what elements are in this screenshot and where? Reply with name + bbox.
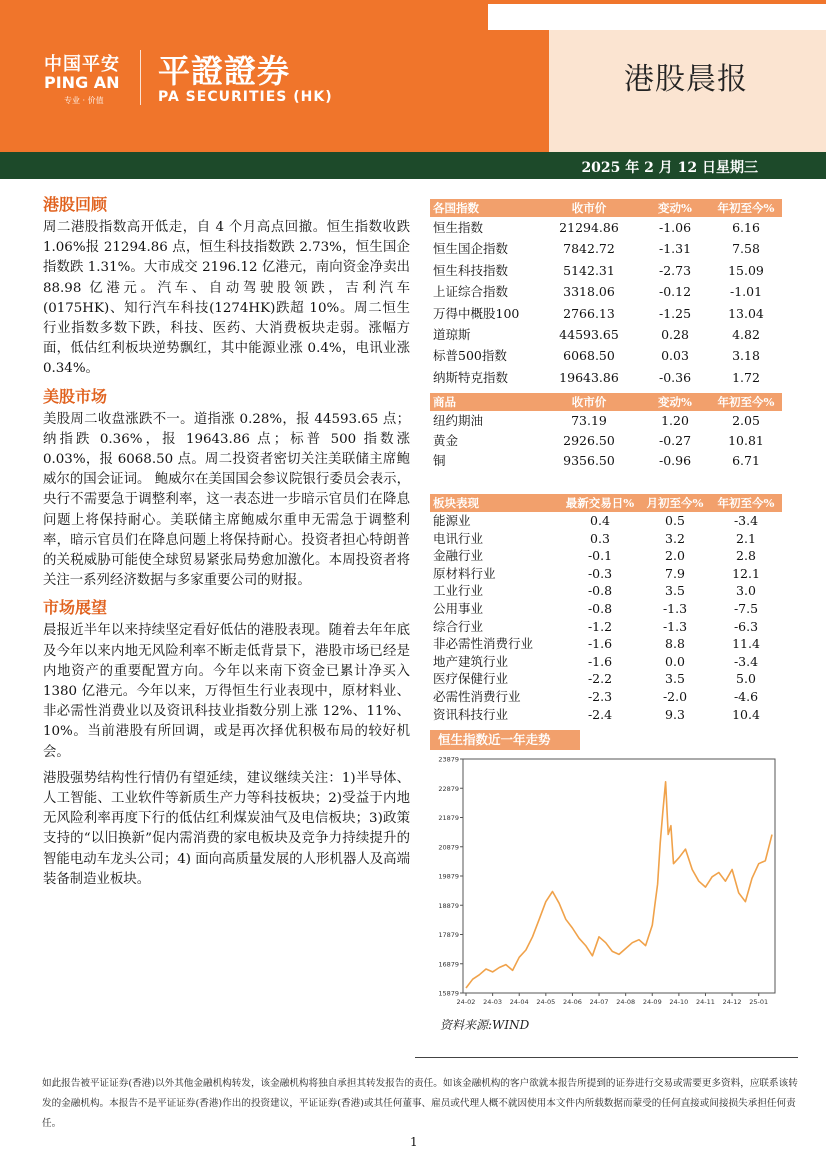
table-cell: 10.4 — [732, 706, 760, 722]
section-paragraph: 美股周二收盘涨跌不一。道指涨 0.28%，报 44593.65 点；纳指跌 0.36%，报 19643.86 点；标普 500 指数涨 0.03%，报 6068.50 点。周二投资者密切关注美联储主席鲍威尔的国会证词。 鲍威尔在美国国会参议院银行委员会表示，央行不需要急于调整利率，这一表态进一步暗示官员们在降息问题上将保持耐心。美联储主席鲍威尔重申无需急于调整利率，暗示官员们在降息问题上将保持耐心。投资者担心特朗普的关税威胁可能使全球贸易紧张局势愈加激化。本周投资者将关注一系列经济数据与多家重要公司的财报。 — [43, 411, 410, 589]
table-cell: 7842.72 — [563, 241, 615, 257]
table-cell: -0.1 — [587, 548, 613, 564]
table-cell: 7.9 — [665, 565, 685, 581]
table-cell: 19643.86 — [559, 369, 619, 385]
section-paragraph: 晨报近半年以来持续坚定看好低估的港股表现。随着去年年底及今年以来内地无风险利率不断走低背景下，港股市场已经是内地资产的重要配置方向。今年以来南下资金已累计净买入 1380 亿港元。今年以来，万得恒生行业表现中，原材料业、非必需性消费业以及资讯科技业指数分别上涨 12%、11%、10%。当前港股有所回调，或是再次择优积极布局的较好机会。 — [43, 623, 410, 760]
x-tick-label: 24-09 — [642, 998, 662, 1006]
table-cell: 地产建筑行业 — [433, 653, 509, 669]
header-cell: 板块表现 — [433, 496, 479, 510]
header-white-strip — [488, 4, 826, 30]
y-tick-label: 21879 — [438, 814, 459, 822]
table-cell: -2.0 — [662, 688, 688, 704]
table-row — [430, 238, 782, 259]
table-row — [430, 324, 782, 345]
header-cell: 各国指数 — [433, 201, 479, 215]
table-cell: -1.31 — [658, 241, 692, 257]
table-cell: 6.71 — [732, 453, 760, 468]
table-cell: 2.8 — [736, 548, 756, 564]
table-row — [430, 451, 782, 471]
table-cell: -2.3 — [587, 688, 613, 704]
table-row — [430, 512, 782, 530]
header-cell: 年初至今% — [717, 201, 775, 215]
footer-rule — [415, 1057, 798, 1058]
table-cell: 上证综合指数 — [433, 284, 509, 300]
table-cell: -0.27 — [658, 433, 692, 448]
table-cell: 0.4 — [590, 513, 610, 528]
table-row — [430, 618, 782, 636]
y-tick-label: 20879 — [438, 843, 459, 852]
section-outlook — [43, 595, 410, 890]
pa-securities-logo: 平證證券 — [158, 52, 291, 90]
table-row — [430, 345, 782, 366]
table-row — [430, 547, 782, 565]
logo-divider — [140, 50, 141, 105]
table-cell: 5.0 — [736, 671, 756, 687]
table-cell: 能源业 — [433, 513, 471, 528]
table-cell: -0.96 — [658, 453, 692, 468]
table-row — [430, 260, 782, 281]
table-cell: -6.3 — [733, 618, 759, 634]
table-cell: 8.8 — [665, 636, 685, 652]
table-row — [430, 565, 782, 583]
table-cell: 1.72 — [732, 369, 760, 385]
table-cell: 44593.65 — [559, 326, 619, 342]
chart-source: 资料来源:WIND — [440, 1018, 530, 1032]
table-cell: 21294.86 — [559, 220, 619, 235]
table-cell: 15.09 — [728, 262, 764, 278]
table-cell: 0.0 — [665, 653, 685, 669]
table-cell: 综合行业 — [433, 618, 484, 634]
table-cell: 11.4 — [732, 636, 760, 652]
table-row — [430, 431, 782, 451]
table-cell: 黄金 — [433, 433, 459, 448]
table-cell: 0.28 — [661, 326, 689, 342]
table-cell: 3.2 — [665, 530, 685, 546]
section-us-market — [43, 384, 410, 592]
table-cell: -1.06 — [658, 220, 692, 235]
table-row — [430, 217, 782, 238]
y-tick-label: 22879 — [438, 784, 459, 793]
header-cell: 年初至今% — [717, 395, 775, 409]
table-row — [430, 530, 782, 548]
y-tick-label: 17879 — [438, 931, 459, 939]
table-cell: -1.6 — [587, 636, 613, 652]
table-cell: -1.25 — [658, 305, 692, 321]
sectors-table — [430, 494, 782, 723]
table-cell: 标普500指数 — [433, 348, 507, 364]
table-cell: 必需性消费行业 — [433, 688, 521, 704]
x-tick-label: 24-06 — [562, 998, 582, 1006]
table-cell: 2766.13 — [563, 305, 615, 321]
table-cell: 铜 — [433, 453, 446, 468]
table-cell: 原材料行业 — [433, 565, 496, 581]
table-cell: -0.36 — [658, 369, 692, 385]
table-cell: -0.8 — [587, 583, 613, 599]
x-tick-label: 24-03 — [483, 998, 503, 1006]
table-row — [430, 706, 782, 724]
x-tick-label: 24-11 — [696, 998, 715, 1006]
x-tick-label: 24-02 — [456, 998, 476, 1006]
table-cell: -3.4 — [733, 653, 759, 669]
table-cell: 3.18 — [732, 348, 760, 364]
header-cell: 最新交易日% — [565, 496, 635, 510]
table-cell: 5142.31 — [563, 262, 615, 278]
table-cell: 2.05 — [732, 413, 760, 428]
table-cell: 73.19 — [571, 413, 607, 428]
table-cell: 资讯科技行业 — [433, 706, 509, 722]
table-row — [430, 688, 782, 706]
table-cell: -7.5 — [733, 600, 759, 616]
table-cell: -1.2 — [587, 618, 613, 634]
page-number: 1 — [410, 1135, 418, 1149]
header-cell: 年初至今% — [717, 496, 775, 510]
x-tick-label: 24-04 — [509, 998, 529, 1006]
date-bar — [0, 152, 826, 179]
table-cell: 恒生国企指数 — [433, 241, 509, 257]
table-row — [430, 281, 782, 302]
table-cell: 3318.06 — [563, 284, 615, 300]
table-cell: 万得中概股100 — [433, 305, 520, 321]
table-row — [430, 635, 782, 653]
commodities-table — [430, 393, 782, 471]
y-tick-label: 23879 — [438, 755, 459, 764]
header-cell: 收市价 — [571, 201, 607, 215]
pingan-logo-en: PING AN — [44, 73, 120, 92]
table-cell: 纽约期油 — [433, 413, 484, 428]
table-cell: -1.6 — [587, 653, 613, 669]
pingan-logo-tag: 专业 · 价值 — [64, 96, 104, 105]
section-title: 美股市场 — [43, 386, 108, 406]
table-row — [430, 670, 782, 688]
table-cell: 12.1 — [732, 565, 760, 581]
indices-table — [430, 199, 782, 388]
table-cell: -2.2 — [587, 671, 613, 687]
table-cell: 13.04 — [728, 305, 764, 321]
table-cell: -2.73 — [658, 262, 692, 278]
table-cell: 3.5 — [665, 671, 685, 687]
table-cell: 2926.50 — [563, 433, 615, 448]
table-cell: -4.6 — [733, 688, 759, 704]
table-cell: 3.0 — [736, 583, 756, 599]
table-row — [430, 411, 782, 431]
table-header — [430, 199, 782, 217]
table-cell: 恒生科技指数 — [433, 262, 509, 278]
commentary-column — [43, 192, 410, 894]
table-cell: 恒生指数 — [433, 220, 484, 235]
header-cell: 变动% — [658, 201, 692, 215]
table-cell: 工业行业 — [433, 583, 484, 599]
table-cell: -2.4 — [587, 706, 613, 722]
table-row — [430, 582, 782, 600]
header-cell: 变动% — [658, 395, 692, 409]
header-cell: 月初至今% — [646, 496, 704, 510]
x-tick-label: 24-10 — [669, 998, 689, 1006]
table-cell: 10.81 — [728, 433, 764, 448]
table-cell: -1.01 — [729, 284, 763, 300]
table-cell: -3.4 — [733, 513, 759, 528]
table-row — [430, 303, 782, 324]
table-cell: 电讯行业 — [433, 530, 484, 546]
header-cell: 商品 — [433, 395, 456, 409]
hsi-chart-svg — [433, 755, 781, 1013]
disclaimer: 如此报告被平证证券(香港)以外其他金融机构转发，该金融机构将独自承担其转发报告的责任。如该金融机构的客户欲就本报告所提到的证券进行交易或需要更多资料，应联系该转发的金融机构。本报告不是平证证券(香港)作出的投资建议，平证证券(香港)或其任何董事、雇员或代理人概不就因使用本文件内所载数据而蒙受的任何直接或间接损失承担任何责任。 — [42, 1078, 798, 1129]
table-header — [430, 393, 782, 411]
section-hk-review — [43, 192, 410, 380]
header-cell: 收市价 — [571, 395, 607, 409]
table-cell: 金融行业 — [433, 548, 484, 564]
table-cell: 公用事业 — [433, 600, 484, 616]
table-cell: 1.20 — [661, 413, 689, 428]
table-cell: -0.8 — [587, 600, 613, 616]
table-cell: 6.16 — [732, 220, 760, 235]
x-tick-label: 24-12 — [722, 998, 742, 1006]
table-header — [430, 494, 782, 512]
y-tick-label: 16879 — [438, 960, 459, 969]
table-cell: 9356.50 — [563, 453, 615, 468]
table-cell: 7.58 — [732, 241, 760, 257]
y-tick-label: 19879 — [438, 872, 459, 881]
y-tick-label: 15879 — [438, 989, 459, 998]
chart-title: 恒生指数近一年走势 — [438, 732, 551, 747]
section-title: 市场展望 — [43, 598, 108, 618]
hsi-chart — [433, 755, 781, 1013]
table-cell: 2.0 — [665, 548, 685, 564]
pa-securities-logo-en: PA SECURITIES (HK) — [158, 89, 333, 105]
table-cell: 2.1 — [736, 530, 756, 546]
table-cell: -0.12 — [658, 284, 692, 300]
table-cell: 道琼斯 — [433, 326, 471, 342]
table-cell: -1.3 — [662, 600, 688, 616]
table-cell: 0.5 — [665, 513, 685, 528]
x-tick-label: 25-01 — [749, 998, 769, 1006]
table-row — [430, 367, 782, 388]
table-cell: 0.03 — [661, 348, 689, 364]
section-paragraph: 港股强势结构性行情仍有望延续，建议继续关注：1)半导体、人工智能、工业软件等新质生产力等科技板块；2)受益于内地无风险利率再度下行的低估红利煤炭油气及电信板块；3)政策支持的“以旧换新”促内需消费的家电板块及竞争力持续提升的智能电动车龙头公司；4) 面向高质量发展的人形机器人及高端装备制造业板块。 — [43, 770, 410, 887]
table-cell: 非必需性消费行业 — [433, 636, 534, 652]
x-tick-label: 24-07 — [589, 998, 609, 1006]
table-cell: -0.3 — [587, 565, 613, 581]
table-cell: 4.82 — [732, 326, 760, 342]
x-tick-label: 24-05 — [536, 998, 556, 1006]
report-date: 2025 年 2 月 12 日星期三 — [581, 160, 758, 176]
table-cell: 医疗保健行业 — [433, 671, 509, 687]
section-title: 港股回顾 — [43, 195, 108, 214]
section-paragraph: 周二港股指数高开低走，自 4 个月高点回撤。恒生指数收跌 1.06%报 21294.86 点，恒生科技指数跌 2.73%，恒生国企指数跌 1.31%。大市成交 2196.12 亿港元，南向资金净卖出 88.98 亿港元。汽车、自动驾驶股领跌，吉利汽车(0175HK)、知行汽车科技(1274HK)跌超 10%。周二恒生行业指数多数下跌，科技、医药、大消费板块走弱。涨幅方面，低估红利板块逆势飘红，其中能源业涨 0.4%，电讯业涨 0.34%。 — [43, 220, 410, 377]
pingan-logo-cn: 中国平安 — [44, 54, 120, 75]
x-tick-label: 24-08 — [616, 998, 636, 1006]
table-row — [430, 600, 782, 618]
table-cell: -1.3 — [662, 618, 688, 634]
table-cell: 9.3 — [665, 706, 685, 722]
table-cell: 3.5 — [665, 583, 685, 599]
table-cell: 0.3 — [590, 530, 610, 546]
table-cell: 纳斯特克指数 — [433, 369, 509, 385]
table-cell: 6068.50 — [563, 348, 615, 364]
y-tick-label: 18879 — [438, 901, 459, 910]
report-title: 港股晨报 — [624, 62, 748, 97]
table-row — [430, 653, 782, 671]
